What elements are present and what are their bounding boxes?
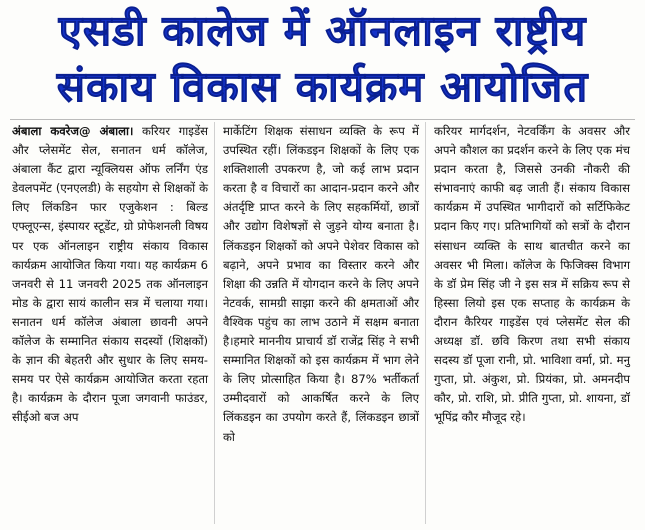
article-column-3 (434, 122, 636, 524)
article-body (12, 122, 636, 524)
column-1-text: करियर गाइडेंस और प्लेसमेंट सेल, सनातन धर्म कॉलेज, अंबाला कैंट द्वारा न्यूक्लियस ऑफ लर्निंग एंड डेवलपमेंट (एनएलडी) के सहयोग से शिक्षकों के लिए लिंकडिन फार एजुकेशन : बिल्ड एफ्लूएन्स, इंस्पायर स्टूडेंट, ग्रो प्रोफेशनली विषय पर एक ऑनलाइन राष्ट्रीय संकाय विकास कार्यक्रम आयोजित किया गया। यह कार्यक्रम 6 जनवरी से 11 जनवरी 2025 तक ऑनलाइन मोड के द्वारा सायं कालीन सत्र में चलाया गया। सनातन धर्म कॉलेज अंबाला छावनी अपने कॉलेज के सम्मानित संकाय सदस्यों (शिक्षकों) के ज्ञान की बेहतरी और सुधार के लिए समय-समय पर ऐसे कार्यक्रम आयोजित करता रहता है। कार्यक्रम के दौरान पूजा जगवानी फाउंडर, सीईओ बज अप (12, 124, 208, 425)
column-3-text: करियर मार्गदर्शन, नेटवर्किंग के अवसर और अपने कौशल का प्रदर्शन करने के लिए एक मंच प्रदान करता है, जिससे उनकी नौकरी की संभावनाएं काफी बढ़ जाती हैं। संकाय विकास कार्यक्रम में उपस्थित भागीदारों को सर्टिफिकेट प्रदान किए गए। प्रतिभागियों को सत्रों के दौरान संसाधन व्यक्ति के साथ बातचीत करने का अवसर भी मिला। कॉलेज के फिजिक्स विभाग के डॉ प्रेम सिंह जी ने इस सत्र में सक्रिय रूप से हिस्सा लियो इस एक सप्ताह के कार्यक्रम के दौरान कैरियर गाइडेंस एवं प्लेसमेंट सेल की अध्यक्ष डॉ. छवि किरण तथा सभी संकाय सदस्य डॉ पूजा रानी, प्रो. भाविशा वर्मा, प्रो. मनु गुप्ता, प्रो. अंकुश, प्रो. प्रियंका, प्रो. अमनदीप कौर, प्रो. राशि, प्रो. प्रीति गुप्ता, प्रो. शायना, डॉ भूपिंद्र कौर मौजूद रहे। (434, 124, 630, 425)
headline-line-1: एसडी कालेज में ऑनलाइन राष्ट्रीय (58, 6, 587, 55)
column-2-text: मार्केटिंग शिक्षक संसाधन व्यक्ति के रूप में उपस्थित रहीं। लिंकडइन शिक्षकों के लिए एक शक्तिशाली उपकरण है, जो कई लाभ प्रदान करता है व विचारों का आदान-प्रदान करने और अंतर्दृष्टि प्राप्त करने के लिए सहकर्मियों, छात्रों और उद्योग विशेषज्ञों से जुड़ने योग्य बनाता है। लिंकडइन शिक्षकों को अपने पेशेवर विकास को बढ़ाने, अपने प्रभाव का विस्तार करने और शिक्षा की उन्नति में योगदान करने के लिए अपने नेटवर्क, सामग्री साझा करने की क्षमताओं और वैश्विक पहुंच का लाभ उठाने में सक्षम बनाता है।हमारे माननीय प्राचार्य डॉ राजेंद्र सिंह ने सभी सम्मानित शिक्षकों को इस कार्यक्रम में भाग लेने के लिए प्रोत्साहित किया है। 87% भर्तीकर्ता उम्मीदवारों को आकर्षित करने के लिए लिंकडइन का उपयोग करते हैं, लिंकडइन छात्रों को (223, 124, 419, 444)
article-column-2 (223, 122, 426, 524)
dateline: अंबाला कवरेज@ अंबाला। (12, 124, 134, 138)
headline-divider (10, 119, 635, 120)
article-column-1 (12, 122, 215, 524)
headline-line-2: संकाय विकास कार्यक्रम आयोजित (56, 62, 589, 111)
